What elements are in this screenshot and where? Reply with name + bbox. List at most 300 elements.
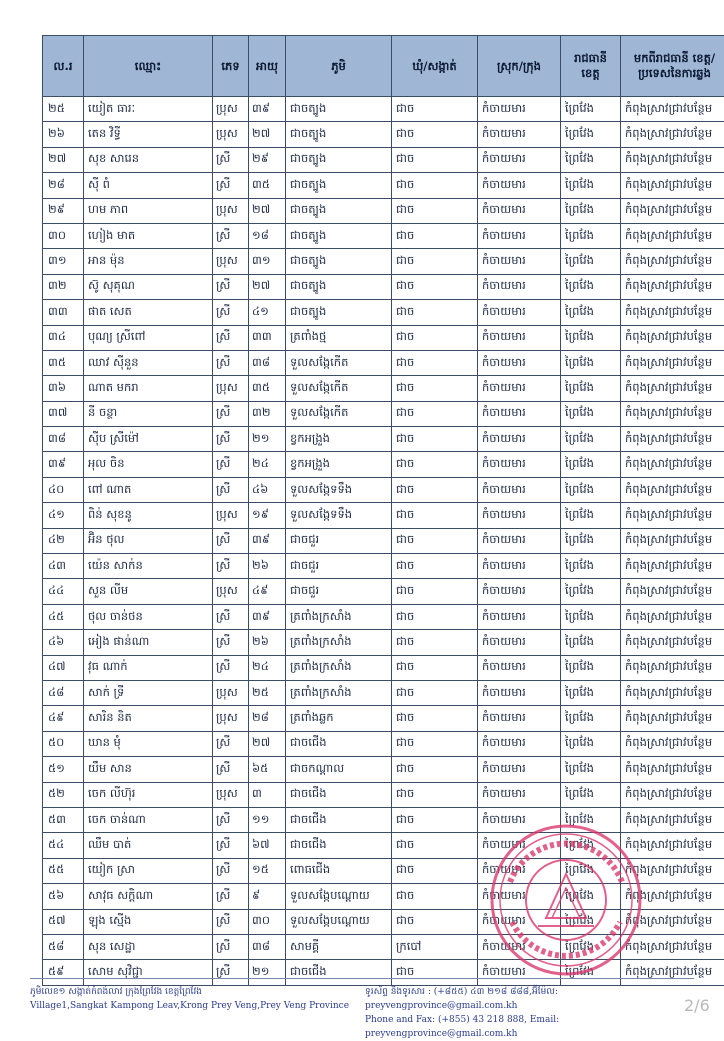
- cell-province: ព្រៃវែង: [561, 122, 621, 147]
- table-row: [43, 376, 724, 401]
- cell-province: ព្រៃវែង: [561, 630, 621, 655]
- cell-commune: ជាច: [392, 147, 478, 172]
- table-row: [43, 807, 724, 832]
- cell-commune: ជាច: [392, 604, 478, 629]
- cell-num: ៤៩: [43, 706, 84, 731]
- cell-district: កំចាយមារ: [478, 884, 561, 909]
- cell-district: កំចាយមារ: [478, 757, 561, 782]
- cell-village: ជាចជើង: [286, 731, 392, 756]
- cell-village: ជាចជើង: [286, 960, 392, 985]
- cell-num: ៤៨: [43, 680, 84, 705]
- table-row: [43, 122, 724, 147]
- cell-num: ៤៧: [43, 655, 84, 680]
- cell-district: កំចាយមារ: [478, 452, 561, 477]
- cell-num: ៣៣: [43, 300, 84, 325]
- cell-village: ជាចត្បូង: [286, 223, 392, 248]
- cell-province: ព្រៃវែង: [561, 274, 621, 299]
- cell-num: ៣៤: [43, 325, 84, 350]
- table-row: [43, 173, 724, 198]
- cell-province: ព្រៃវែង: [561, 680, 621, 705]
- cell-village: ជាចត្បូង: [286, 147, 392, 172]
- cell-name: ឃាន មុំ: [84, 731, 213, 756]
- cell-province: ព្រៃវែង: [561, 97, 621, 122]
- footer-address: [30, 985, 370, 1013]
- cell-num: ៣៦: [43, 376, 84, 401]
- cell-origin: កំពុងស្រាវជ្រាវបន្ថែម: [621, 782, 724, 807]
- cell-village: ជាចជើង: [286, 807, 392, 832]
- cell-commune: ជាច: [392, 528, 478, 553]
- table-row: [43, 909, 724, 934]
- cell-province: ព្រៃវែង: [561, 503, 621, 528]
- cell-district: កំចាយមារ: [478, 427, 561, 452]
- table-row: [43, 249, 724, 274]
- cell-age: ៣៨: [249, 934, 286, 959]
- table-row: [43, 655, 724, 680]
- cell-province: ព្រៃវែង: [561, 300, 621, 325]
- cell-num: ២៨: [43, 173, 84, 198]
- cell-name: សុន សេដ្ឋា: [84, 934, 213, 959]
- cell-age: ៤៦: [249, 477, 286, 502]
- cell-province: ព្រៃវែង: [561, 376, 621, 401]
- cell-origin: កំពុងស្រាវជ្រាវបន្ថែម: [621, 934, 724, 959]
- header-province: រាជធានី ខេត្ត: [561, 36, 621, 97]
- cell-district: កំចាយមារ: [478, 503, 561, 528]
- cell-name: ថុល ចាន់ថន: [84, 604, 213, 629]
- cell-sex: ប្រុស: [213, 249, 249, 274]
- cell-age: ២៤: [249, 452, 286, 477]
- cell-commune: ជាច: [392, 503, 478, 528]
- cell-age: ២៨: [249, 706, 286, 731]
- cell-province: ព្រៃវែង: [561, 554, 621, 579]
- cell-name: យៀក ស្រា: [84, 858, 213, 883]
- cell-province: ព្រៃវែង: [561, 757, 621, 782]
- cell-name: ចេក ចាន់ណា: [84, 807, 213, 832]
- cell-name: ផាត សេត: [84, 300, 213, 325]
- cell-commune: ជាច: [392, 274, 478, 299]
- cell-district: កំចាយមារ: [478, 173, 561, 198]
- cell-province: ព្រៃវែង: [561, 579, 621, 604]
- cell-origin: កំពុងស្រាវជ្រាវបន្ថែម: [621, 477, 724, 502]
- cell-num: ៥៩: [43, 960, 84, 985]
- table-row: [43, 833, 724, 858]
- cell-origin: កំពុងស្រាវជ្រាវបន្ថែម: [621, 528, 724, 553]
- cell-num: ៥៥: [43, 858, 84, 883]
- cell-sex: ស្រី: [213, 604, 249, 629]
- cell-sex: ប្រុស: [213, 503, 249, 528]
- cell-province: ព្រៃវែង: [561, 147, 621, 172]
- cell-age: ៦៥: [249, 757, 286, 782]
- cell-village: ត្រពាំងក្រសាំង: [286, 630, 392, 655]
- cell-sex: ស្រី: [213, 807, 249, 832]
- cell-district: កំចាយមារ: [478, 528, 561, 553]
- cell-commune: ជាច: [392, 122, 478, 147]
- cell-sex: ប្រុស: [213, 706, 249, 731]
- cell-village: ខ្វកអង្រួង: [286, 452, 392, 477]
- cell-sex: ស្រី: [213, 757, 249, 782]
- cell-sex: ស្រី: [213, 325, 249, 350]
- cell-province: ព្រៃវែង: [561, 833, 621, 858]
- cell-name: ឡុង ស្មើង: [84, 909, 213, 934]
- cell-sex: ស្រី: [213, 934, 249, 959]
- cell-province: ព្រៃវែង: [561, 858, 621, 883]
- cell-name: យៀត ធារៈ: [84, 97, 213, 122]
- cell-origin: កំពុងស្រាវជ្រាវបន្ថែម: [621, 223, 724, 248]
- cell-sex: ស្រី: [213, 427, 249, 452]
- table-row: [43, 604, 724, 629]
- table-row: [43, 884, 724, 909]
- cell-age: ២៥: [249, 680, 286, 705]
- cell-district: កំចាយមារ: [478, 249, 561, 274]
- cell-num: ៣១: [43, 249, 84, 274]
- cell-sex: ស្រី: [213, 554, 249, 579]
- cell-province: ព្រៃវែង: [561, 325, 621, 350]
- cell-village: ជាចត្បូង: [286, 300, 392, 325]
- cell-age: ២៧: [249, 274, 286, 299]
- cell-commune: ជាច: [392, 655, 478, 680]
- cell-age: ៣០: [249, 909, 286, 934]
- cell-district: កំចាយមារ: [478, 731, 561, 756]
- cell-num: ៤០: [43, 477, 84, 502]
- cell-num: ៣០: [43, 223, 84, 248]
- cell-num: ៤២: [43, 528, 84, 553]
- cell-num: ៣៨: [43, 427, 84, 452]
- cell-origin: កំពុងស្រាវជ្រាវបន្ថែម: [621, 757, 724, 782]
- cell-commune: ជាច: [392, 807, 478, 832]
- cell-village: ខ្វកអង្រួង: [286, 427, 392, 452]
- table-row: [43, 147, 724, 172]
- cell-province: ព្រៃវែង: [561, 401, 621, 426]
- cell-village: ជាចត្បូង: [286, 249, 392, 274]
- cell-province: ព្រៃវែង: [561, 477, 621, 502]
- header-age: អាយុ: [249, 36, 286, 97]
- header-name: ឈ្មោះ: [84, 36, 213, 97]
- cell-district: កំចាយមារ: [478, 680, 561, 705]
- cell-num: ៣៧: [43, 401, 84, 426]
- cell-name: យ៉េន សាក់ន: [84, 554, 213, 579]
- cell-village: ជាចជួរ: [286, 579, 392, 604]
- cell-age: ២៤: [249, 655, 286, 680]
- table-row: [43, 325, 724, 350]
- cell-age: ៣៣: [249, 325, 286, 350]
- cell-sex: ស្រី: [213, 477, 249, 502]
- cell-origin: កំពុងស្រាវជ្រាវបន្ថែម: [621, 198, 724, 223]
- cell-province: ព្រៃវែង: [561, 934, 621, 959]
- cell-district: កំចាយមារ: [478, 274, 561, 299]
- cell-district: កំចាយមារ: [478, 960, 561, 985]
- cell-commune: ជាច: [392, 300, 478, 325]
- cell-province: ព្រៃវែង: [561, 960, 621, 985]
- cell-origin: កំពុងស្រាវជ្រាវបន្ថែម: [621, 807, 724, 832]
- cell-origin: កំពុងស្រាវជ្រាវបន្ថែម: [621, 604, 724, 629]
- cell-district: កំចាយមារ: [478, 477, 561, 502]
- cell-commune: ជាច: [392, 350, 478, 375]
- cell-village: ជាចជួរ: [286, 528, 392, 553]
- cell-name: យឹម សាន: [84, 757, 213, 782]
- cell-sex: ស្រី: [213, 300, 249, 325]
- cell-commune: ជាច: [392, 223, 478, 248]
- cell-name: សាវុធ សក្តិណា: [84, 884, 213, 909]
- cell-village: ជាចត្បូង: [286, 173, 392, 198]
- cell-commune: ជាច: [392, 579, 478, 604]
- cell-village: សាមគ្គី: [286, 934, 392, 959]
- cell-origin: កំពុងស្រាវជ្រាវបន្ថែម: [621, 325, 724, 350]
- cell-sex: ស្រី: [213, 452, 249, 477]
- cell-sex: ស្រី: [213, 884, 249, 909]
- cell-village: ទួលសង្កែទទឹង: [286, 477, 392, 502]
- cell-sex: ស្រី: [213, 401, 249, 426]
- cell-origin: កំពុងស្រាវជ្រាវបន្ថែម: [621, 884, 724, 909]
- header-sex: ភេទ: [213, 36, 249, 97]
- table-row: [43, 528, 724, 553]
- cell-name: ចេក លីហ៊ុរ: [84, 782, 213, 807]
- cell-province: ព្រៃវែង: [561, 884, 621, 909]
- cell-sex: ស្រី: [213, 147, 249, 172]
- cell-num: ៣២: [43, 274, 84, 299]
- cell-origin: កំពុងស្រាវជ្រាវបន្ថែម: [621, 300, 724, 325]
- cell-name: សារិន និត: [84, 706, 213, 731]
- cell-sex: ស្រី: [213, 274, 249, 299]
- cell-commune: ជាច: [392, 401, 478, 426]
- cell-sex: ស្រី: [213, 858, 249, 883]
- cell-num: ២៦: [43, 122, 84, 147]
- cell-commune: ជាច: [392, 782, 478, 807]
- table-row: [43, 680, 724, 705]
- cell-sex: ស្រី: [213, 630, 249, 655]
- cell-origin: កំពុងស្រាវជ្រាវបន្ថែម: [621, 655, 724, 680]
- cell-origin: កំពុងស្រាវជ្រាវបន្ថែម: [621, 833, 724, 858]
- cell-num: ៥៨: [43, 934, 84, 959]
- cell-age: ៣៩: [249, 604, 286, 629]
- table-row: [43, 782, 724, 807]
- cell-commune: ជាច: [392, 706, 478, 731]
- cell-village: ទួលសង្កែទទឹង: [286, 503, 392, 528]
- cell-sex: ស្រី: [213, 833, 249, 858]
- cell-province: ព្រៃវែង: [561, 249, 621, 274]
- cell-age: ៣១: [249, 249, 286, 274]
- cell-village: ទួលសង្កែបណ្តោយ: [286, 909, 392, 934]
- cell-origin: កំពុងស្រាវជ្រាវបន្ថែម: [621, 858, 724, 883]
- cell-village: ទួលសង្កែកើត: [286, 401, 392, 426]
- cell-num: ៤៦: [43, 630, 84, 655]
- cell-commune: ជាច: [392, 97, 478, 122]
- cell-commune: ជាច: [392, 731, 478, 756]
- cell-commune: ជាច: [392, 452, 478, 477]
- cell-age: ១៩: [249, 503, 286, 528]
- cell-age: ២១: [249, 427, 286, 452]
- table-row: [43, 934, 724, 959]
- table-row: [43, 554, 724, 579]
- cell-age: ២៦: [249, 554, 286, 579]
- cell-district: កំចាយមារ: [478, 782, 561, 807]
- cell-age: ៣៩: [249, 97, 286, 122]
- cell-age: ១៨: [249, 223, 286, 248]
- cell-origin: កំពុងស្រាវជ្រាវបន្ថែម: [621, 274, 724, 299]
- cell-district: កំចាយមារ: [478, 554, 561, 579]
- table-row: [43, 503, 724, 528]
- cell-sex: ប្រុស: [213, 376, 249, 401]
- cell-name: ណាត មករា: [84, 376, 213, 401]
- cell-num: ៥៧: [43, 909, 84, 934]
- cell-origin: កំពុងស្រាវជ្រាវបន្ថែម: [621, 452, 724, 477]
- cell-age: ២៦: [249, 630, 286, 655]
- header-village: ភូមិ: [286, 36, 392, 97]
- cell-num: ៤៥: [43, 604, 84, 629]
- cell-commune: ជាច: [392, 325, 478, 350]
- cell-num: ២៥: [43, 97, 84, 122]
- cell-age: ៤១: [249, 300, 286, 325]
- cell-origin: កំពុងស្រាវជ្រាវបន្ថែម: [621, 350, 724, 375]
- cell-village: ត្រពាំងឆ្លក: [286, 706, 392, 731]
- cell-origin: កំពុងស្រាវជ្រាវបន្ថែម: [621, 97, 724, 122]
- cell-age: ៣២: [249, 401, 286, 426]
- table-row: [43, 427, 724, 452]
- cell-num: ៤៣: [43, 554, 84, 579]
- cell-num: ៥១: [43, 757, 84, 782]
- footer-contact-en: Phone and Fax: (+855) 43 218 888, Email: preyvengprovince@gmail.com.kh: [365, 1013, 705, 1041]
- cell-sex: ស្រី: [213, 350, 249, 375]
- cell-village: ជាចជើង: [286, 782, 392, 807]
- cell-village: ត្រពាំងក្រសាំង: [286, 604, 392, 629]
- cell-age: ១៥: [249, 858, 286, 883]
- cell-village: ជាចត្បូង: [286, 122, 392, 147]
- cell-district: កំចាយមារ: [478, 401, 561, 426]
- cell-origin: កំពុងស្រាវជ្រាវបន្ថែម: [621, 731, 724, 756]
- cell-name: វុធ ណាក់: [84, 655, 213, 680]
- table-row: [43, 706, 724, 731]
- cell-district: កំចាយមារ: [478, 604, 561, 629]
- cell-name: ឈាវ ស៊ីនួន: [84, 350, 213, 375]
- cell-sex: ស្រី: [213, 731, 249, 756]
- cell-age: ៩: [249, 884, 286, 909]
- cell-origin: កំពុងស្រាវជ្រាវបន្ថែម: [621, 376, 724, 401]
- cell-commune: ជាច: [392, 477, 478, 502]
- cell-name: នី ចន្ថា: [84, 401, 213, 426]
- cell-name: សោម សុវិជ្ជា: [84, 960, 213, 985]
- cell-name: ហម ភាព: [84, 198, 213, 223]
- cell-district: កំចាយមារ: [478, 122, 561, 147]
- cell-name: អ៊ិន ថុល: [84, 528, 213, 553]
- cell-district: កំចាយមារ: [478, 630, 561, 655]
- cell-age: ៦៧: [249, 833, 286, 858]
- cell-num: ២៧: [43, 147, 84, 172]
- cell-sex: ស្រី: [213, 173, 249, 198]
- cell-name: អៀង ផាន់ណា: [84, 630, 213, 655]
- table-row: [43, 630, 724, 655]
- cell-sex: ប្រុស: [213, 579, 249, 604]
- cell-age: ២៩: [249, 147, 286, 172]
- cell-commune: ជាច: [392, 858, 478, 883]
- cell-province: ព្រៃវែង: [561, 731, 621, 756]
- cell-province: ព្រៃវែង: [561, 173, 621, 198]
- cell-district: កំចាយមារ: [478, 97, 561, 122]
- cell-village: ជាចត្បូង: [286, 97, 392, 122]
- cell-village: ជាចជើង: [286, 833, 392, 858]
- cell-age: ៣៥: [249, 173, 286, 198]
- cell-origin: កំពុងស្រាវជ្រាវបន្ថែម: [621, 147, 724, 172]
- cell-sex: ប្រុស: [213, 122, 249, 147]
- table-row: [43, 452, 724, 477]
- cell-village: ជាចត្បូង: [286, 274, 392, 299]
- cell-name: អាន ម៉ុន: [84, 249, 213, 274]
- patient-roster-table: [42, 35, 724, 986]
- page-footer: [30, 978, 694, 1017]
- cell-age: ២៧: [249, 198, 286, 223]
- cell-province: ព្រៃវែង: [561, 807, 621, 832]
- cell-district: កំចាយមារ: [478, 223, 561, 248]
- cell-province: ព្រៃវែង: [561, 655, 621, 680]
- footer-address-en: Village1,Sangkat Kampong Leav,Krong Prey Veng,Prey Veng Province: [30, 999, 370, 1013]
- cell-origin: កំពុងស្រាវជ្រាវបន្ថែម: [621, 579, 724, 604]
- cell-name: ពៅ ណាត: [84, 477, 213, 502]
- table-row: [43, 579, 724, 604]
- cell-village: ត្រពាំងក្រសាំង: [286, 680, 392, 705]
- cell-district: កំចាយមារ: [478, 909, 561, 934]
- cell-province: ព្រៃវែង: [561, 427, 621, 452]
- cell-commune: ជាច: [392, 630, 478, 655]
- table-row: [43, 858, 724, 883]
- cell-age: ២៧: [249, 731, 286, 756]
- cell-province: ព្រៃវែង: [561, 198, 621, 223]
- cell-num: ៤១: [43, 503, 84, 528]
- cell-commune: ជាច: [392, 757, 478, 782]
- cell-sex: ស្រី: [213, 960, 249, 985]
- cell-district: កំចាយមារ: [478, 807, 561, 832]
- cell-num: ៣៥: [43, 350, 84, 375]
- cell-district: កំចាយមារ: [478, 706, 561, 731]
- cell-province: ព្រៃវែង: [561, 706, 621, 731]
- cell-commune: ជាច: [392, 173, 478, 198]
- cell-district: កំចាយមារ: [478, 376, 561, 401]
- cell-origin: កំពុងស្រាវជ្រាវបន្ថែម: [621, 554, 724, 579]
- cell-name: ស៊ូ សុគុណ: [84, 274, 213, 299]
- cell-name: តេន វិទ្ធី: [84, 122, 213, 147]
- cell-age: ១១: [249, 807, 286, 832]
- cell-origin: កំពុងស្រាវជ្រាវបន្ថែម: [621, 173, 724, 198]
- cell-sex: ស្រី: [213, 223, 249, 248]
- cell-district: កំចាយមារ: [478, 198, 561, 223]
- cell-commune: ជាច: [392, 909, 478, 934]
- cell-commune: ជាច: [392, 198, 478, 223]
- table-row: [43, 97, 724, 122]
- cell-province: ព្រៃវែង: [561, 909, 621, 934]
- cell-province: ព្រៃវែង: [561, 782, 621, 807]
- cell-num: ៥២: [43, 782, 84, 807]
- page-number: 2/6: [684, 996, 710, 1015]
- header-no: ល.រ: [43, 36, 84, 97]
- table-row: [43, 350, 724, 375]
- cell-num: ៥៤: [43, 833, 84, 858]
- cell-commune: ជាច: [392, 960, 478, 985]
- cell-origin: កំពុងស្រាវជ្រាវបន្ថែម: [621, 630, 724, 655]
- cell-num: ៥៣: [43, 807, 84, 832]
- cell-village: ត្រពាំងថ្ម: [286, 325, 392, 350]
- cell-district: កំចាយមារ: [478, 147, 561, 172]
- cell-district: កំចាយមារ: [478, 655, 561, 680]
- table-row: [43, 300, 724, 325]
- cell-commune: ជាច: [392, 554, 478, 579]
- cell-origin: កំពុងស្រាវជ្រាវបន្ថែម: [621, 249, 724, 274]
- cell-village: ត្រពាំងក្រសាំង: [286, 655, 392, 680]
- table-row: [43, 274, 724, 299]
- cell-sex: ស្រី: [213, 528, 249, 553]
- cell-province: ព្រៃវែង: [561, 452, 621, 477]
- cell-province: ព្រៃវែង: [561, 528, 621, 553]
- cell-age: ៣៥: [249, 376, 286, 401]
- cell-name: សួន លីម: [84, 579, 213, 604]
- cell-village: ជាចកណ្តាល: [286, 757, 392, 782]
- cell-name: ហៀង មាត: [84, 223, 213, 248]
- cell-age: ៤៩: [249, 579, 286, 604]
